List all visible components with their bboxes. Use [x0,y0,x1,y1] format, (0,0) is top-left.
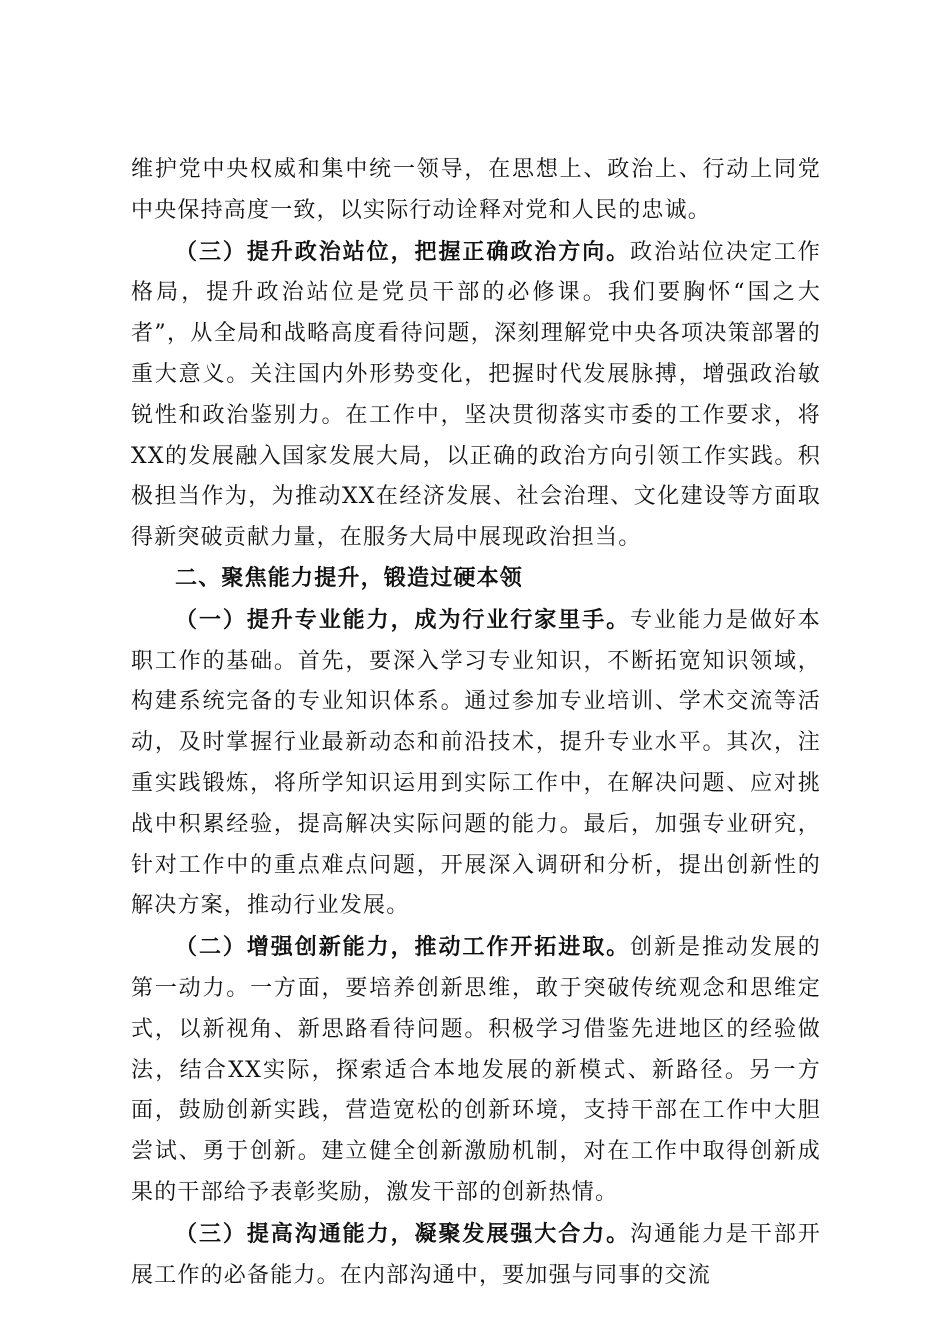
paragraph-professional-ability [131,600,821,927]
document-body [131,150,821,1296]
paragraph-lead: （一）提升专业能力，成为行业行家里手。 [175,606,631,633]
paragraph-lead: （三）提高沟通能力，凝聚发展强大合力。 [175,1220,631,1247]
paragraph-lead: （二）增强创新能力，推动工作开拓进取。 [175,934,631,961]
paragraph-text: 沟通能力是干部开展工作的必备能力。在内部沟通中，要加强与同事的交流 [131,1221,821,1288]
paragraph-continuation [131,150,821,232]
paragraph-text: 维护党中央权威和集中统一领导，在思想上、政治上、行动上同党中央保持高度一致，以实际行动诠释对党和人民的忠诚。 [131,157,821,223]
paragraph-communication-ability [131,1214,821,1297]
paragraph-lead: （三）提升政治站位，把握正确政治方向。 [175,238,631,265]
paragraph-text: 创新是推动发展的第一动力。一方面，要培养创新思维，敢于突破传统观念和思维定式，以新视角、新思路看待问题。积极学习借鉴先进地区的经验做法，结合XX实际，探索适合本地发展的新模式、新路径。另一方面，鼓励创新实践，营造宽松的创新环境，支持干部在工作中大胆尝试、勇于创新。建立健全创新激励机制，对在工作中取得创新成果的干部给予表彰奖励，激发干部的创新热情。 [131,935,821,1205]
paragraph-text: 专业能力是做好本职工作的基础。首先，要深入学习专业知识，不断拓宽知识领域，构建系统完备的专业知识体系。通过参加专业培训、学术交流等活动，及时掌握行业最新动态和前沿技术，提升专业水平。其次，注重实践锻炼，将所学知识运用到实际工作中，在解决问题、应对挑战中积累经验，提高解决实际问题的能力。最后，加强专业研究，针对工作中的重点难点问题，开展深入调研和分析，提出创新性的解决方案，推动行业发展。 [131,607,821,919]
paragraph-innovation-ability [131,927,821,1214]
paragraph-political-stance [131,232,821,559]
section-heading: 二、聚焦能力提升，锻造过硬本领 [175,565,524,591]
paragraph-text: 政治站位决定工作格局，提升政治站位是党员干部的必修课。我们要胸怀“国之大者”，从全局和战略高度看待问题，深刻理解党中央各项决策部署的重大意义。关注国内外形势变化，把握时代发展脉搏，增强政治敏锐性和政治鉴别力。在工作中，坚决贯彻落实市委的工作要求，将XX的发展融入国家发展大局，以正确的政治方向引领工作实践。积极担当作为，为推动XX在经济发展、社会治理、文化建设等方面取得新突破贡献力量，在服务大局中展现政治担当。 [131,239,821,551]
